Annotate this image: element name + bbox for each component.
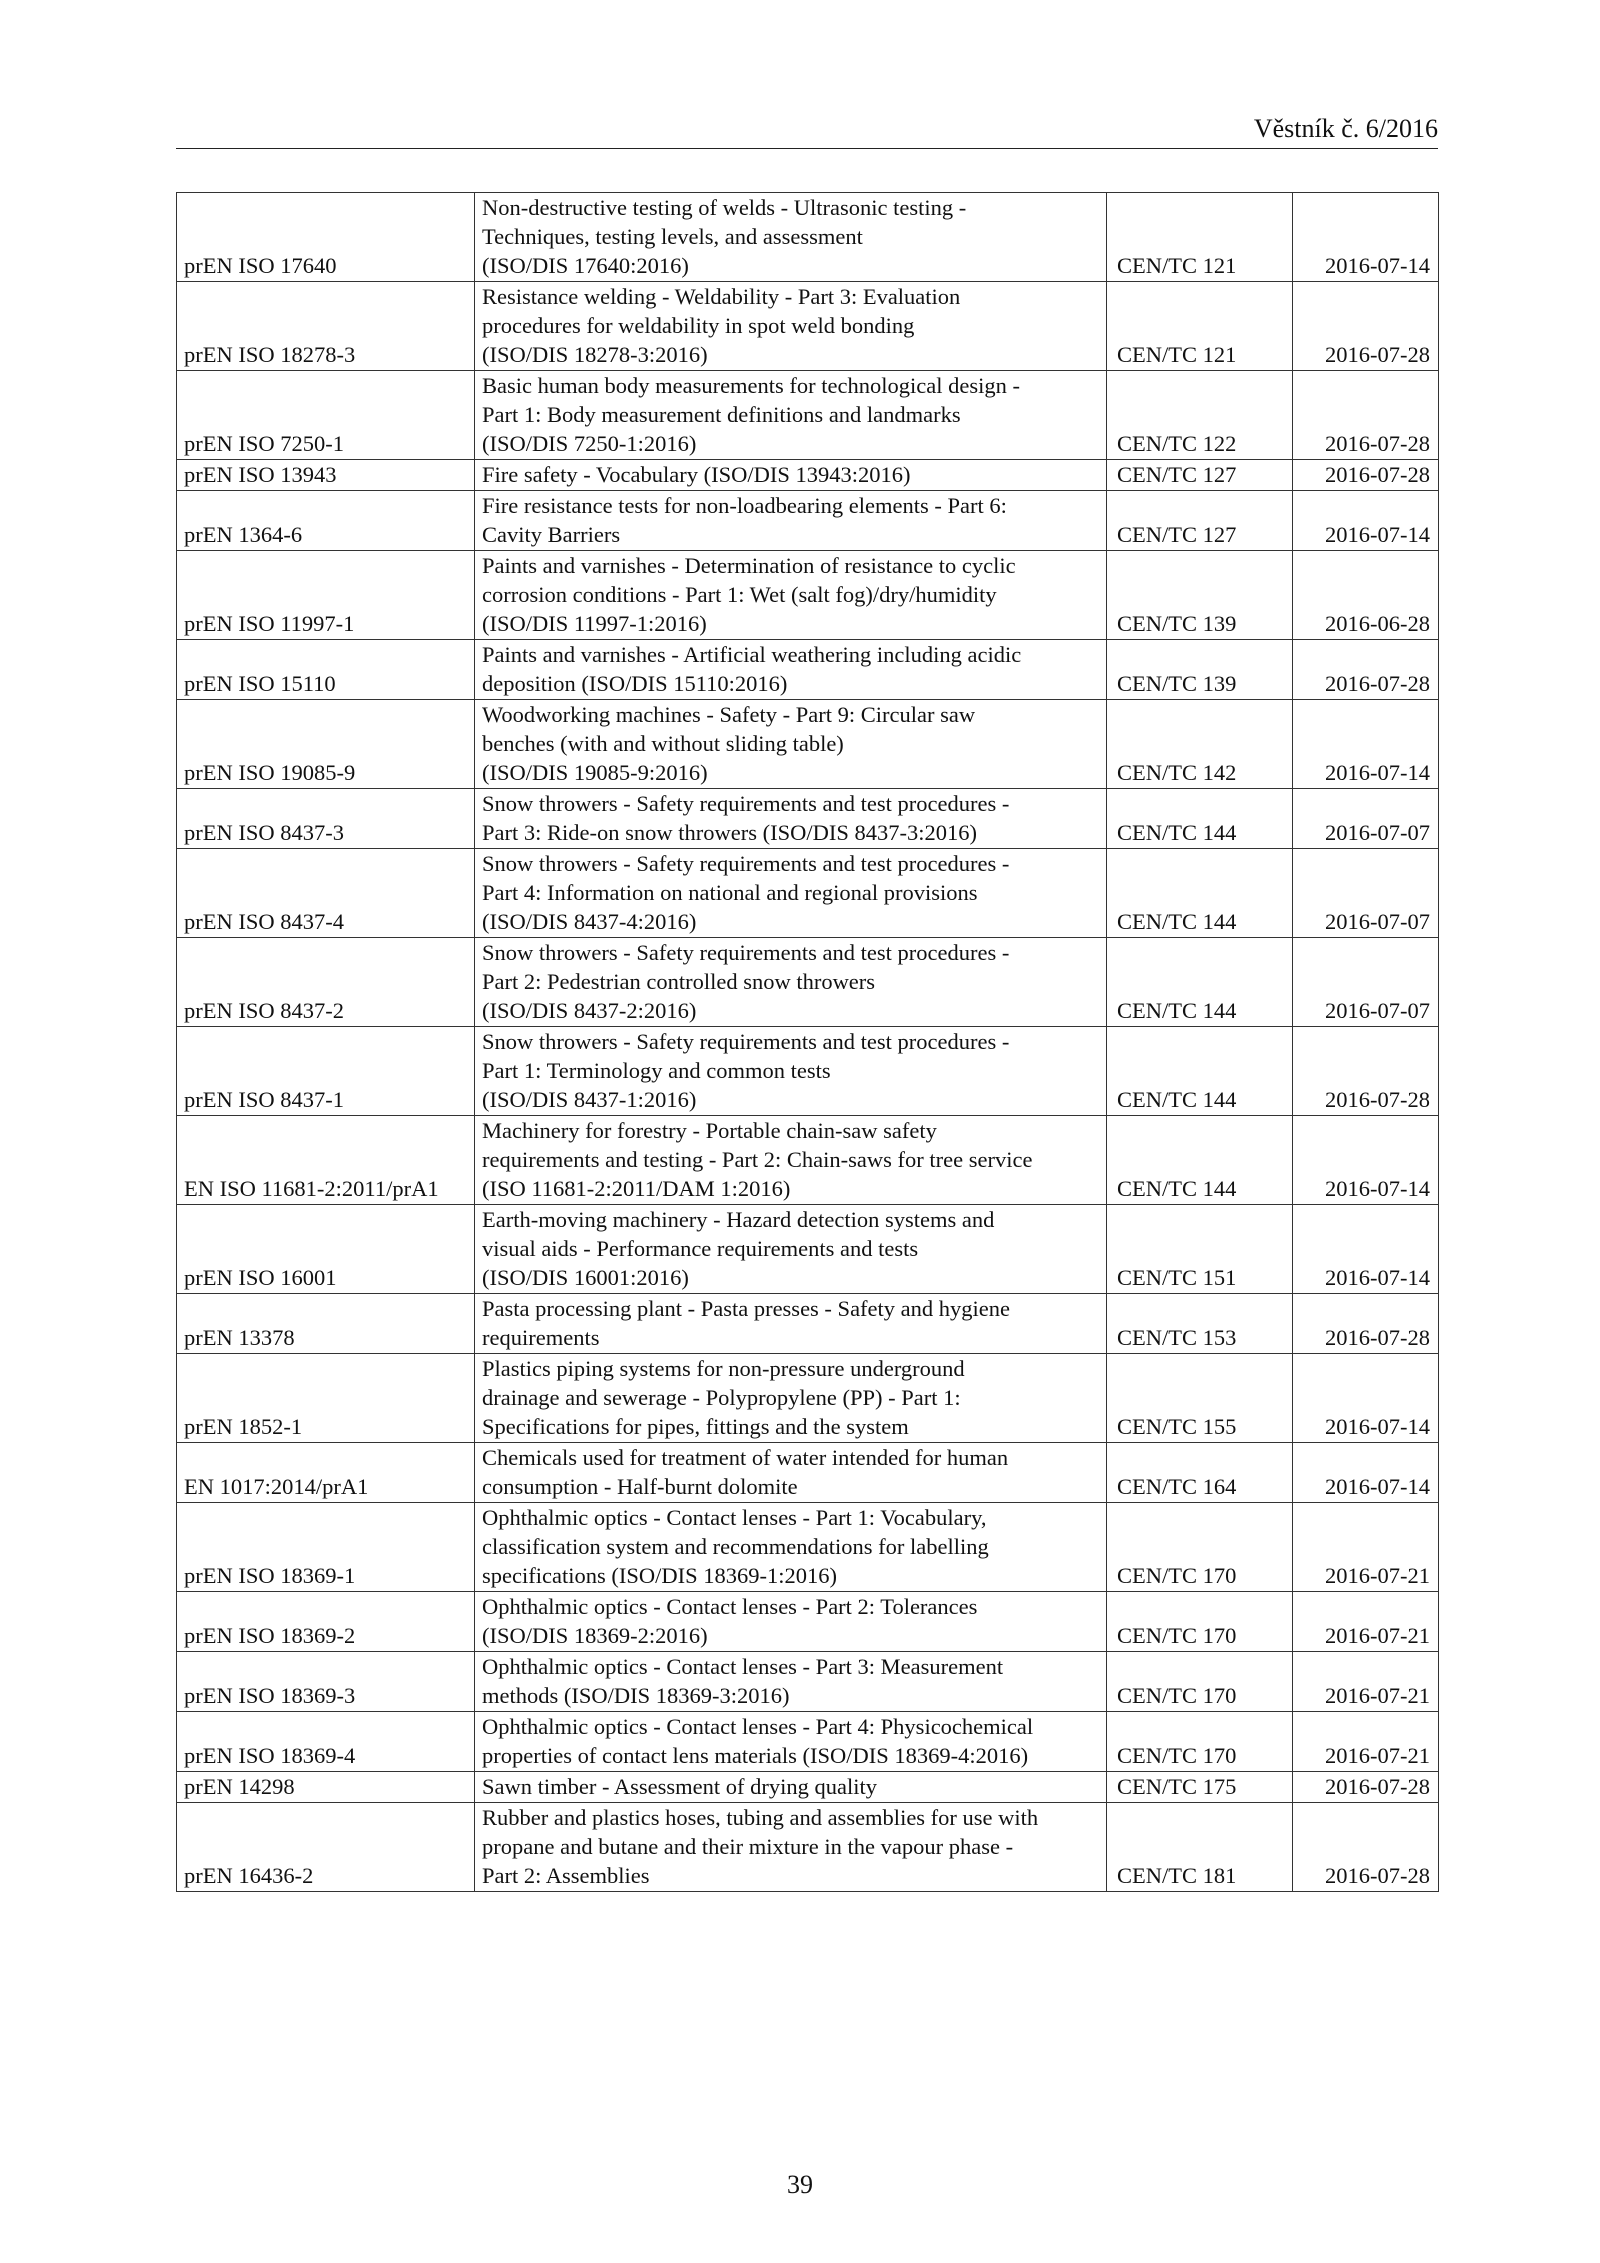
technical-committee-cell: CEN/TC 121 [1107, 193, 1293, 282]
deadline-date-cell: 2016-07-14 [1293, 1116, 1439, 1205]
technical-committee-cell: CEN/TC 144 [1107, 789, 1293, 849]
standard-number-cell: prEN ISO 15110 [177, 640, 475, 700]
standard-title-cell: Fire safety - Vocabulary (ISO/DIS 13943:2016) [475, 460, 1107, 491]
technical-committee-cell: CEN/TC 127 [1107, 491, 1293, 551]
table-row [177, 640, 1439, 700]
technical-committee-cell: CEN/TC 127 [1107, 460, 1293, 491]
standard-title-cell: Sawn timber - Assessment of drying quality [475, 1772, 1107, 1803]
standard-number-cell: prEN ISO 7250-1 [177, 371, 475, 460]
standard-number-cell: prEN ISO 18369-4 [177, 1712, 475, 1772]
deadline-date-cell: 2016-07-28 [1293, 1294, 1439, 1354]
table-row [177, 460, 1439, 491]
standard-title-cell: Ophthalmic optics - Contact lenses - Part 4: Physicochemical properties of contact lens materials (ISO/DIS 18369-4:2016) [475, 1712, 1107, 1772]
standard-number-cell: prEN 1364-6 [177, 491, 475, 551]
technical-committee-cell: CEN/TC 122 [1107, 371, 1293, 460]
technical-committee-cell: CEN/TC 155 [1107, 1354, 1293, 1443]
technical-committee-cell: CEN/TC 170 [1107, 1652, 1293, 1712]
table-row [177, 491, 1439, 551]
technical-committee-cell: CEN/TC 139 [1107, 640, 1293, 700]
standard-title-cell: Non-destructive testing of welds - Ultrasonic testing - Techniques, testing levels, and assessment (ISO/DIS 17640:2016) [475, 193, 1107, 282]
deadline-date-cell: 2016-07-28 [1293, 282, 1439, 371]
table-row [177, 1443, 1439, 1503]
standard-number-cell: prEN ISO 17640 [177, 193, 475, 282]
technical-committee-cell: CEN/TC 151 [1107, 1205, 1293, 1294]
technical-committee-cell: CEN/TC 142 [1107, 700, 1293, 789]
standard-title-cell: Resistance welding - Weldability - Part 3: Evaluation procedures for weldability in spot weld bonding (ISO/DIS 18278-3:2016) [475, 282, 1107, 371]
table-row [177, 1772, 1439, 1803]
technical-committee-cell: CEN/TC 170 [1107, 1503, 1293, 1592]
deadline-date-cell: 2016-07-14 [1293, 700, 1439, 789]
standard-number-cell: prEN ISO 18278-3 [177, 282, 475, 371]
deadline-date-cell: 2016-07-28 [1293, 371, 1439, 460]
standard-number-cell: prEN ISO 8437-4 [177, 849, 475, 938]
technical-committee-cell: CEN/TC 181 [1107, 1803, 1293, 1892]
standard-title-cell: Rubber and plastics hoses, tubing and assemblies for use with propane and butane and their mixture in the vapour phase - Part 2: Assemblies [475, 1803, 1107, 1892]
technical-committee-cell: CEN/TC 144 [1107, 849, 1293, 938]
standard-number-cell: EN 1017:2014/prA1 [177, 1443, 475, 1503]
deadline-date-cell: 2016-07-14 [1293, 491, 1439, 551]
table-row [177, 1652, 1439, 1712]
standard-title-cell: Earth-moving machinery - Hazard detection systems and visual aids - Performance requirements and tests (ISO/DIS 16001:2016) [475, 1205, 1107, 1294]
deadline-date-cell: 2016-07-07 [1293, 938, 1439, 1027]
table-row [177, 700, 1439, 789]
technical-committee-cell: CEN/TC 139 [1107, 551, 1293, 640]
technical-committee-cell: CEN/TC 144 [1107, 1027, 1293, 1116]
technical-committee-cell: CEN/TC 170 [1107, 1712, 1293, 1772]
table-row [177, 1205, 1439, 1294]
technical-committee-cell: CEN/TC 170 [1107, 1592, 1293, 1652]
standard-number-cell: prEN 14298 [177, 1772, 475, 1803]
standard-number-cell: prEN ISO 8437-3 [177, 789, 475, 849]
table-row [177, 938, 1439, 1027]
table-row [177, 1712, 1439, 1772]
technical-committee-cell: CEN/TC 121 [1107, 282, 1293, 371]
deadline-date-cell: 2016-07-14 [1293, 1205, 1439, 1294]
table-row [177, 849, 1439, 938]
deadline-date-cell: 2016-07-28 [1293, 640, 1439, 700]
deadline-date-cell: 2016-07-21 [1293, 1503, 1439, 1592]
standard-title-cell: Pasta processing plant - Pasta presses - Safety and hygiene requirements [475, 1294, 1107, 1354]
deadline-date-cell: 2016-07-28 [1293, 460, 1439, 491]
standard-number-cell: prEN 13378 [177, 1294, 475, 1354]
deadline-date-cell: 2016-07-14 [1293, 193, 1439, 282]
deadline-date-cell: 2016-07-14 [1293, 1354, 1439, 1443]
standard-number-cell: prEN ISO 8437-2 [177, 938, 475, 1027]
standard-title-cell: Snow throwers - Safety requirements and test procedures - Part 3: Ride-on snow throwers (ISO/DIS 8437-3:2016) [475, 789, 1107, 849]
deadline-date-cell: 2016-07-07 [1293, 849, 1439, 938]
technical-committee-cell: CEN/TC 144 [1107, 938, 1293, 1027]
standard-number-cell: prEN ISO 18369-3 [177, 1652, 475, 1712]
deadline-date-cell: 2016-07-21 [1293, 1592, 1439, 1652]
page-number: 39 [787, 2170, 813, 2199]
standard-number-cell: prEN ISO 8437-1 [177, 1027, 475, 1116]
deadline-date-cell: 2016-06-28 [1293, 551, 1439, 640]
standard-number-cell: prEN 1852-1 [177, 1354, 475, 1443]
technical-committee-cell: CEN/TC 153 [1107, 1294, 1293, 1354]
deadline-date-cell: 2016-07-28 [1293, 1772, 1439, 1803]
deadline-date-cell: 2016-07-21 [1293, 1712, 1439, 1772]
page-header [176, 112, 1438, 149]
table-row [177, 1116, 1439, 1205]
standard-title-cell: Snow throwers - Safety requirements and test procedures - Part 4: Information on national and regional provisions (ISO/DIS 8437-4:2016) [475, 849, 1107, 938]
deadline-date-cell: 2016-07-07 [1293, 789, 1439, 849]
deadline-date-cell: 2016-07-14 [1293, 1443, 1439, 1503]
standard-number-cell: prEN ISO 11997-1 [177, 551, 475, 640]
standard-title-cell: Fire resistance tests for non-loadbearing elements - Part 6: Cavity Barriers [475, 491, 1107, 551]
standard-title-cell: Machinery for forestry - Portable chain-saw safety requirements and testing - Part 2: Chain-saws for tree service (ISO 11681-2:2011/DAM 1:2016) [475, 1116, 1107, 1205]
table-row [177, 1503, 1439, 1592]
table-row [177, 551, 1439, 640]
technical-committee-cell: CEN/TC 175 [1107, 1772, 1293, 1803]
deadline-date-cell: 2016-07-28 [1293, 1803, 1439, 1892]
technical-committee-cell: CEN/TC 144 [1107, 1116, 1293, 1205]
standards-table-body [177, 193, 1439, 1892]
standard-number-cell: prEN 16436-2 [177, 1803, 475, 1892]
standard-number-cell: EN ISO 11681-2:2011/prA1 [177, 1116, 475, 1205]
standard-title-cell: Basic human body measurements for technological design - Part 1: Body measurement definitions and landmarks (ISO/DIS 7250-1:2016) [475, 371, 1107, 460]
standard-title-cell: Ophthalmic optics - Contact lenses - Part 1: Vocabulary, classification system and recommendations for labelling specifications (ISO/DIS 18369-1:2016) [475, 1503, 1107, 1592]
standard-title-cell: Ophthalmic optics - Contact lenses - Part 3: Measurement methods (ISO/DIS 18369-3:2016) [475, 1652, 1107, 1712]
table-row [177, 193, 1439, 282]
table-row [177, 371, 1439, 460]
table-row [177, 1592, 1439, 1652]
standard-title-cell: Woodworking machines - Safety - Part 9: Circular saw benches (with and without sliding table) (ISO/DIS 19085-9:2016) [475, 700, 1107, 789]
table-row [177, 789, 1439, 849]
standard-title-cell: Snow throwers - Safety requirements and test procedures - Part 2: Pedestrian controlled snow throwers (ISO/DIS 8437-2:2016) [475, 938, 1107, 1027]
standard-number-cell: prEN ISO 18369-2 [177, 1592, 475, 1652]
table-row [177, 1803, 1439, 1892]
standard-title-cell: Paints and varnishes - Determination of resistance to cyclic corrosion conditions - Part 1: Wet (salt fog)/dry/humidity (ISO/DIS 11997-1:2016) [475, 551, 1107, 640]
standard-number-cell: prEN ISO 13943 [177, 460, 475, 491]
standard-title-cell: Ophthalmic optics - Contact lenses - Part 2: Tolerances (ISO/DIS 18369-2:2016) [475, 1592, 1107, 1652]
table-row [177, 1294, 1439, 1354]
technical-committee-cell: CEN/TC 164 [1107, 1443, 1293, 1503]
standard-title-cell: Plastics piping systems for non-pressure underground drainage and sewerage - Polypropylene (PP) - Part 1: Specifications for pipes, fittings and the system [475, 1354, 1107, 1443]
standard-title-cell: Snow throwers - Safety requirements and test procedures - Part 1: Terminology and common tests (ISO/DIS 8437-1:2016) [475, 1027, 1107, 1116]
page-footer [0, 2168, 1600, 2202]
standard-title-cell: Chemicals used for treatment of water intended for human consumption - Half-burnt dolomite [475, 1443, 1107, 1503]
standard-number-cell: prEN ISO 16001 [177, 1205, 475, 1294]
deadline-date-cell: 2016-07-28 [1293, 1027, 1439, 1116]
table-row [177, 282, 1439, 371]
deadline-date-cell: 2016-07-21 [1293, 1652, 1439, 1712]
standard-number-cell: prEN ISO 19085-9 [177, 700, 475, 789]
standard-title-cell: Paints and varnishes - Artificial weathering including acidic deposition (ISO/DIS 15110:2016) [475, 640, 1107, 700]
table-row [177, 1027, 1439, 1116]
journal-title: Věstník č. 6/2016 [1253, 114, 1438, 143]
standard-number-cell: prEN ISO 18369-1 [177, 1503, 475, 1592]
standards-table [176, 192, 1439, 1892]
table-row [177, 1354, 1439, 1443]
